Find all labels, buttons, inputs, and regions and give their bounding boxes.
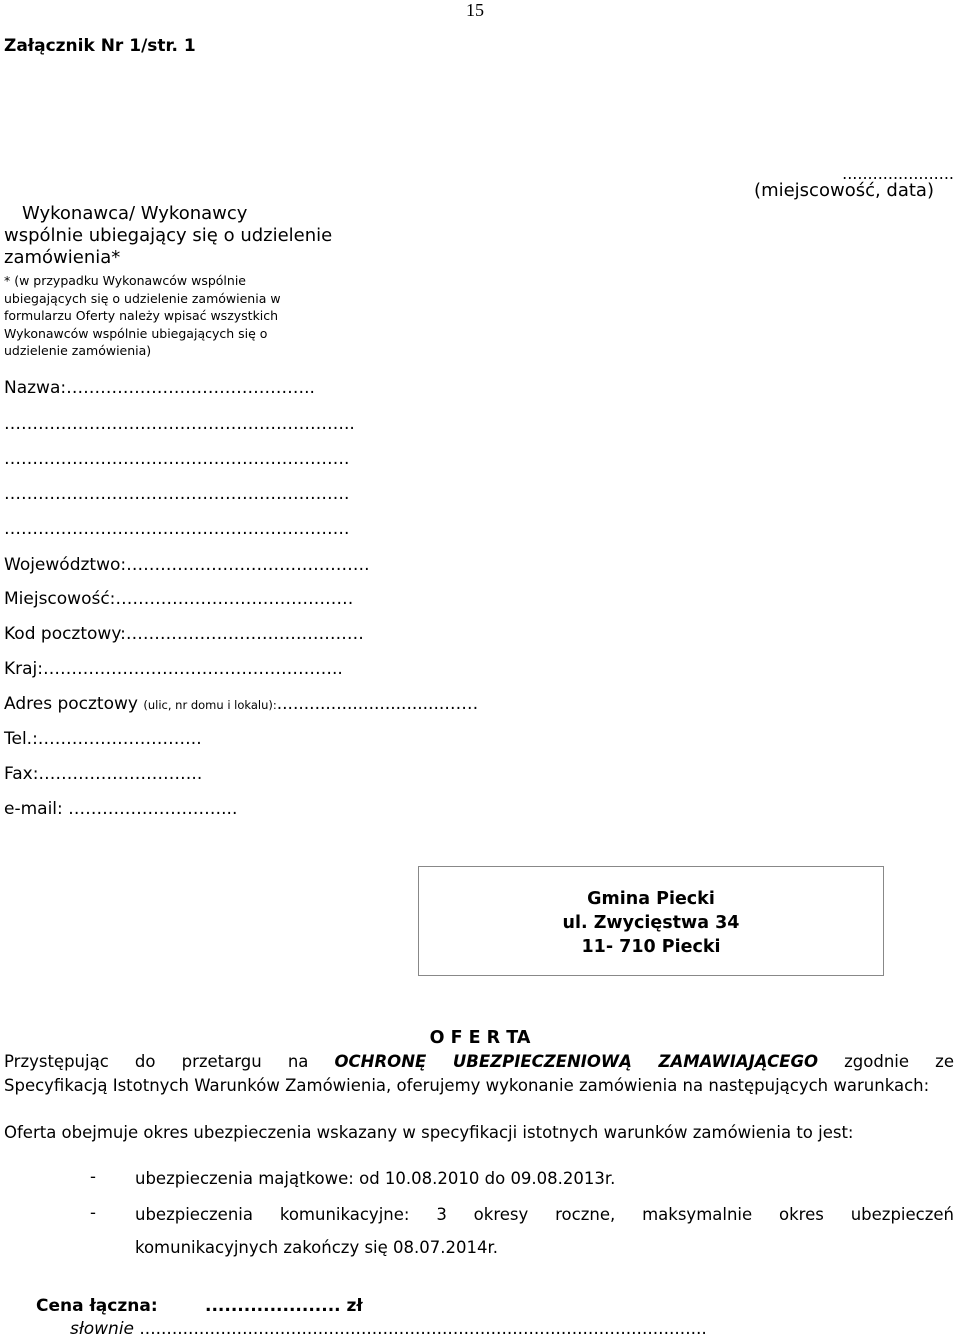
intro-pre: Przystępując do przetargu na bbox=[4, 1052, 335, 1071]
adres-hint: (ulic, nr domu i lokalu): bbox=[143, 698, 277, 712]
intro-emphasis: OCHRONĘ UBEZPIECZENIOWĄ ZAMAWIAJĄCEGO bbox=[334, 1052, 819, 1071]
intro-post: zgodnie ze bbox=[818, 1052, 954, 1071]
price-in-words bbox=[70, 1319, 707, 1339]
note-line: Wykonawców wspólnie ubiegających się o bbox=[4, 325, 268, 341]
offer-intro-line-2: Specyfikacją Istotnych Warunków Zamówienia, oferujemy wykonanie zamówienia na następujących warunkach: bbox=[4, 1076, 930, 1095]
bullet-vehicle-insurance-cont: komunikacyjnych zakończy się 08.07.2014r. bbox=[135, 1238, 499, 1257]
contractor-note bbox=[4, 272, 281, 360]
field-adres-pocztowy bbox=[4, 694, 478, 714]
recipient-name: Gmina Piecki bbox=[587, 889, 715, 909]
offer-scope: Oferta obejmuje okres ubezpieczenia wskazany w specyfikacji istotnych warunków zamówienia to jest: bbox=[4, 1123, 854, 1142]
contractor-line-3: zamówienia* bbox=[4, 247, 121, 268]
recipient-postcode: 11- 710 Piecki bbox=[581, 937, 721, 957]
note-line: formularzu Oferty należy wpisać wszystkich bbox=[4, 308, 279, 323]
contractor-line-1: Wykonawca/ Wykonawcy bbox=[22, 203, 248, 224]
offer-intro-line-1 bbox=[4, 1050, 954, 1074]
total-price-label: Cena łączna: bbox=[36, 1296, 158, 1316]
bullet-property-insurance: ubezpieczenia majątkowe: od 10.08.2010 do 09.08.2013r. bbox=[135, 1169, 616, 1188]
note-line: ubiegających się o udzielenie zamówienia w bbox=[4, 290, 281, 306]
adres-label: Adres pocztowy bbox=[4, 694, 144, 714]
note-line: udzielenie zamówienia) bbox=[4, 343, 152, 358]
field-miejscowosc: Miejscowość:…………………………………… bbox=[4, 589, 354, 609]
price-words-label: słownie bbox=[70, 1319, 134, 1339]
field-nazwa-cont: ……………………………………………………. bbox=[4, 484, 350, 504]
field-wojewodztwo: Województwo:……………………………………. bbox=[4, 555, 370, 575]
annex-title: Załącznik Nr 1/str. 1 bbox=[4, 36, 196, 56]
field-kraj: Kraj:…………………………………………….. bbox=[4, 659, 343, 679]
total-price-value: ..................... zł bbox=[205, 1296, 363, 1316]
page-number: 15 bbox=[466, 0, 484, 20]
note-line: * (w przypadku Wykonawców wspólnie bbox=[4, 273, 246, 288]
bullet-vehicle-insurance: ubezpieczenia komunikacyjne: 3 okresy roczne, maksymalnie okres ubezpieczeń bbox=[135, 1205, 954, 1224]
recipient-street: ul. Zwycięstwa 34 bbox=[562, 913, 740, 933]
bullet-dash: - bbox=[90, 1203, 96, 1222]
field-fax: Fax:……………………….. bbox=[4, 764, 203, 784]
place-date-label: (miejscowość, data) bbox=[754, 180, 934, 201]
field-nazwa-cont: ……………………………………………………. bbox=[4, 519, 350, 539]
contractor-heading bbox=[4, 203, 332, 269]
field-email: e-mail: ………………………... bbox=[4, 799, 238, 819]
offer-title: O F E R TA bbox=[429, 1028, 531, 1048]
field-kod-pocztowy: Kod pocztowy:…………………………………… bbox=[4, 624, 364, 644]
field-nazwa-cont: …………………………………………………….. bbox=[4, 414, 355, 434]
price-words-dots: ......................................................................................................... bbox=[134, 1319, 707, 1339]
bullet-dash: - bbox=[90, 1167, 96, 1186]
field-nazwa: Nazwa:…………………………………….. bbox=[4, 378, 315, 398]
adres-dots: ...............................…… bbox=[276, 694, 479, 714]
field-nazwa-cont: ……………………………………………………. bbox=[4, 449, 350, 469]
field-tel: Tel.:……………………….. bbox=[4, 729, 202, 749]
contractor-line-2: wspólnie ubiegający się o udzielenie bbox=[4, 225, 333, 246]
recipient-address-box bbox=[418, 866, 884, 976]
place-date-dots: ...................... bbox=[842, 164, 954, 183]
